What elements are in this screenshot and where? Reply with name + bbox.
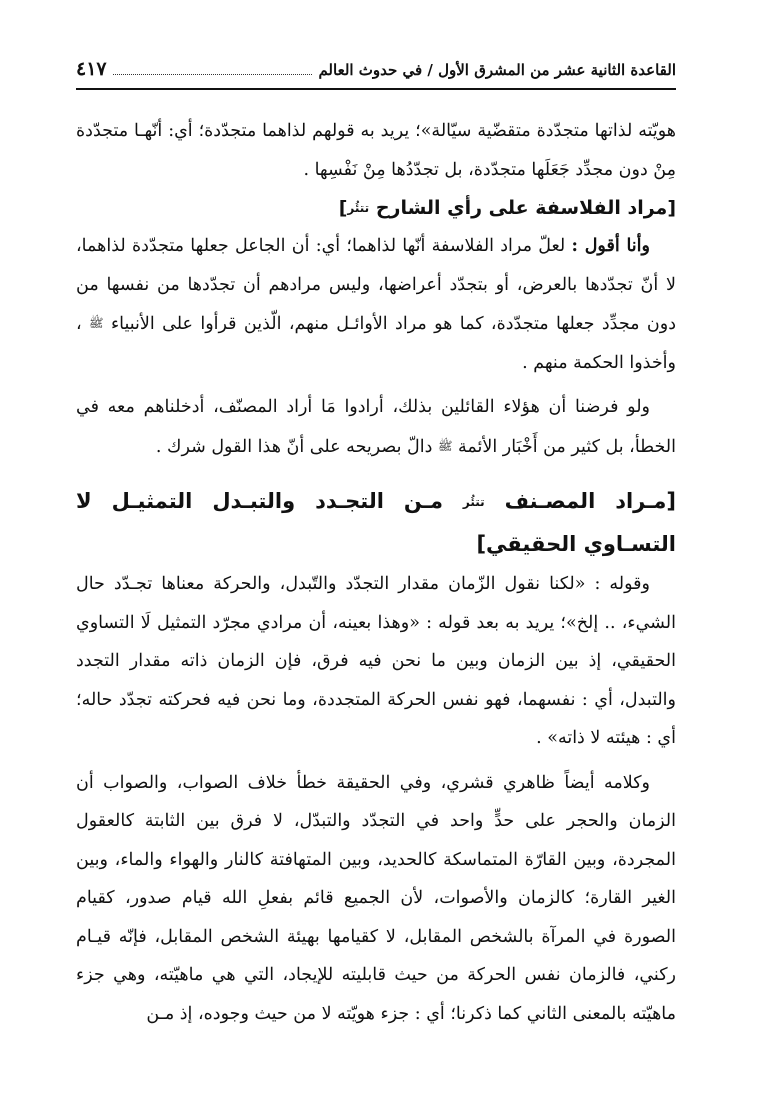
section-heading-1-text: [مراد الفلاسفة على رأي الشارح	[375, 197, 676, 219]
paragraph-5: وكلامه أيضاً ظاهري قشري، وفي الحقيقة خطأ خلاف الصواب، والصواب أن الزمان والحجر على حدٍّ واحد في التجدّد والتبدّل، لا فرق بين الثابتة كالعقول المجردة، وبين القارّة المتماسكة كالحديد، وبين المتهافتة كالنار والهواء والماء، وبين الغير القارة؛ كالزمان والأصوات، لأن الجميع قائم بفعلِ الله قيام صدور، كقيام الصورة في المرآة بالشخص المقابل، لا كقيامها بهيئة الشخص المقابل، فإنّه قيـام ركني، فالزمان نفس الحركة من حيث قابليته للإيجاد، التي هي ماهيّته، وهي جزء ماهيّته بالمعنى الثاني كما ذكرنا؛ أي : جزء هويّته لا من حيث وجوده، إذ مـن	[76, 772, 676, 1024]
paragraph-4: وقوله : «لكنا نقول الزّمان مقدار التجدّد والتّبدل، والحركة معناها تجـدّد حال الشيء، .. إلخ»؛ يريد به بعد قوله : «وهذا بعينه، أن مرادي مجرّد التمثيل لَا التساوي الحقيقي، إذ بين الزمان وبين ما نحن فيه فرق، فإن الزمان ذاته مقدار التجدد والتبدل، أي : نفسهما، فهو نفس الحركة المتجددة، وما نحن فيه فحركته تجدّد حاله؛ أي : هيئته لا ذاته» .	[76, 574, 676, 748]
paragraph-3	[76, 388, 676, 466]
book-page	[76, 58, 676, 1033]
paragraph-1: هويّته لذاتها متجدّدة متقضّية سيّالة»؛ يريد به قولهم لذاهما متجدّدة؛ أي: أنّهـا متجدّدة مِنْ دون مجدِّد جَعَلَها متجدّدة، بل تجدّدُها مِنْ نَفْسِها .	[76, 121, 676, 180]
honorific-mark: ﷺ	[437, 438, 453, 453]
section-heading-1	[76, 189, 676, 227]
section-heading-1-close: ]	[338, 197, 348, 219]
honorific-mark: تتئُر	[347, 201, 370, 215]
page-number: ٤١٧	[76, 58, 107, 80]
paragraph-2-end: ، وأخذوا الحكمة منهم .	[76, 314, 676, 373]
paragraph-2-lead: وأنا أقول :	[571, 236, 650, 256]
section-heading-2-rest: مـن التجـدد والتبـدل التمثيـل لا التسـاوي الحقيقي]	[76, 489, 676, 556]
paragraph-2	[76, 227, 676, 382]
page-body	[76, 112, 676, 1033]
header-leader-dots	[113, 73, 313, 75]
section-heading-2	[76, 480, 676, 565]
paragraph-3-text: ولو فرضنا أن هؤلاء القائلين بذلك، أرادوا مَا أراد المصنّف، أدخلناهم معه في الخطأ، بل كثير من أَخْبَار الأئمة	[76, 397, 676, 457]
paragraph-3-end: دالّ بصريحه على أنّ هذا القول شرك .	[155, 436, 433, 457]
section-heading-2-text: [مـراد المصـنف	[504, 489, 677, 513]
paragraph-2-text: لعلّ مراد الفلاسفة أنّها لذاهما؛ أي: أن الجاعل جعلها متجدّدة لذاهما، لا أنّ تجدّدها بالعرض، أو بتجدّد أعراضها، وليس مرادهم أن تجدّدها من نفسها من دون مجدِّد جعلها متجدّدة، كما هو مراد الأوائـل منهم، الّذين قرأوا على الأنبياء	[76, 236, 676, 334]
running-header	[76, 58, 676, 90]
honorific-mark: تتئُر	[462, 495, 485, 509]
header-title: القاعدة الثانية عشر من المشرق الأول / في حدوث العالم	[318, 61, 676, 79]
honorific-mark: ﷺ	[89, 316, 104, 330]
